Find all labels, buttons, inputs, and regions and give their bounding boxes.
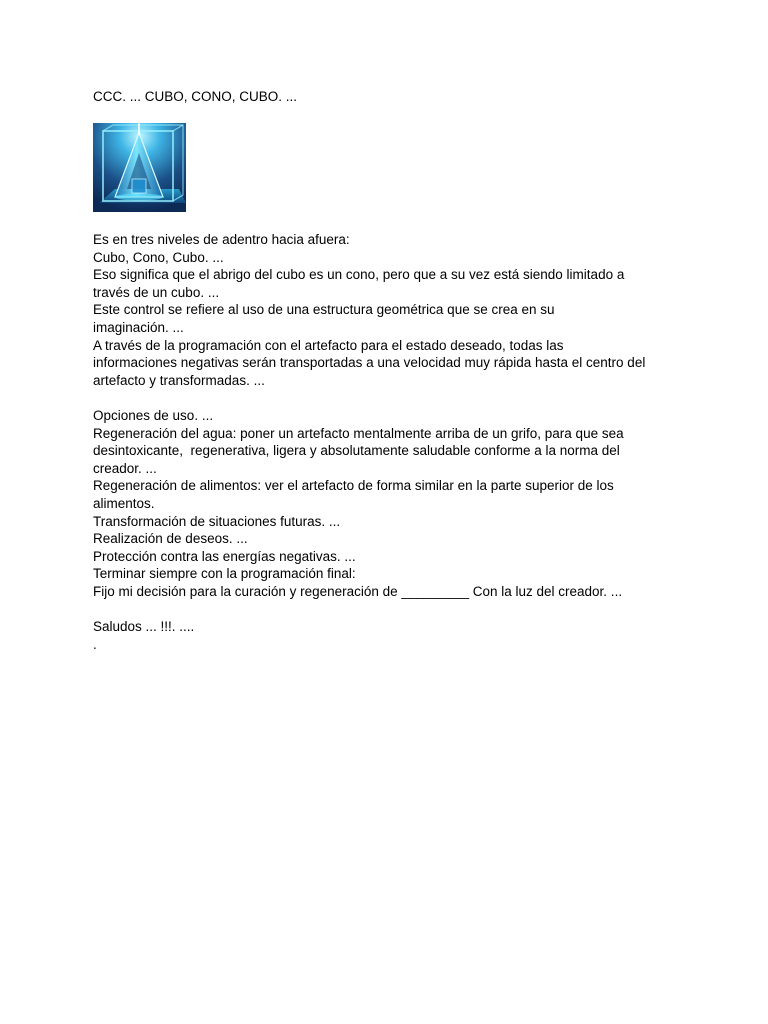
body-line: informaciones negativas serán transportadas a una velocidad muy rápida hasta el centro del [93,355,646,371]
body-line: Saludos ... !!!. .... [93,619,195,635]
body-line: través de un cubo. ... [93,284,220,300]
body-line: artefacto y transformadas. ... [93,372,265,388]
body-line: Eso significa que el abrigo del cubo es un cono, pero que a su vez está siendo limitado a [93,267,625,283]
body-line: desintoxicante, regenerativa, ligera y absolutamente saludable conforme a la norma del [93,443,620,459]
body-line: Transformación de situaciones futuras. ... [93,513,341,529]
body-line: Cubo, Cono, Cubo. ... [93,249,224,265]
body-line: alimentos. [93,495,155,511]
document-body [93,231,685,653]
body-line: Es en tres niveles de adentro hacia afuera: [93,232,350,247]
body-line: Opciones de uso. ... [93,407,214,423]
document-heading: CCC. ... CUBO, CONO, CUBO. ... [93,89,298,104]
body-line: Fijo mi decisión para la curación y regeneración de _________ Con la luz del creador. ... [93,583,623,599]
body-line: Este control se refiere al uso de una estructura geométrica que se crea en su [93,302,555,318]
body-line: A través de la programación con el artefacto para el estado deseado, todas las [93,337,564,353]
body-line: . [93,636,97,652]
body-line: Regeneración de alimentos: ver el artefacto de forma similar en la parte superior de los [93,478,614,494]
body-line: Realización de deseos. ... [93,531,248,547]
body-line: Protección contra las energías negativas. ... [93,548,356,564]
blank-line [93,600,685,618]
body-line: imaginación. ... [93,319,184,335]
blank-line [93,389,685,407]
body-line: creador. ... [93,460,157,476]
body-line: Terminar siempre con la programación final: [93,566,356,582]
cone-in-cube-image [93,123,186,212]
body-line: Regeneración del agua: poner un artefacto mentalmente arriba de un grifo, para que sea [93,425,624,441]
